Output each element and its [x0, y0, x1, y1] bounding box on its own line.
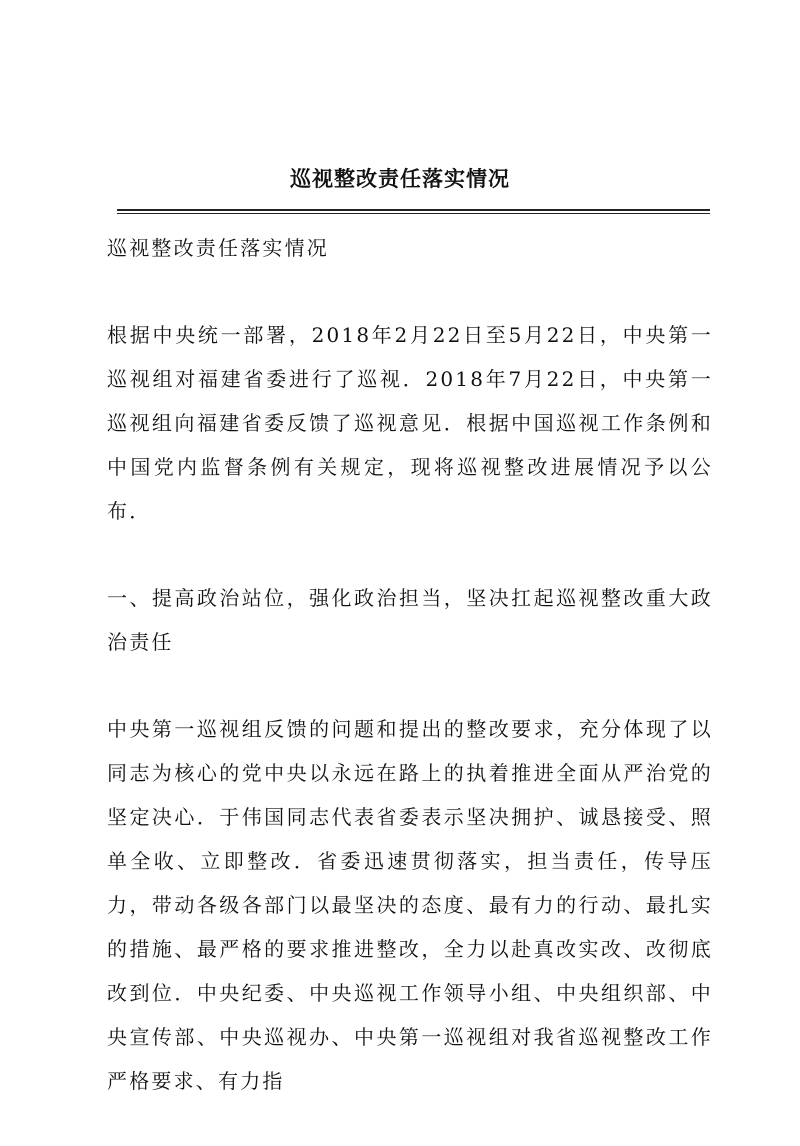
section-heading-1: 一、提高政治站位，强化政治担当，坚决扛起巡视整改重大政治责任: [107, 586, 713, 654]
title-divider: [117, 209, 710, 214]
document-body: [107, 226, 713, 1146]
document-subtitle: 巡视整改责任落实情况: [107, 236, 329, 260]
document-title: 巡视整改责任落实情况: [290, 166, 510, 191]
paragraph-intro: 根据中央统一部署，2018年2月22日至5月22日，中央第一巡视组对福建省委进行了巡视．2018年7月22日，中央第一巡视组向福建省委反馈了巡视意见．根据中国巡视工作条例和中国党内监督条例有关规定，现将巡视整改进展情况予以公布．: [107, 323, 713, 523]
paragraph-section-1: 中央第一巡视组反馈的问题和提出的整改要求，充分体现了以同志为核心的党中央以永远在路上的执着推进全面从严治党的坚定决心．于伟国同志代表省委表示坚决拥护、诚恳接受、照单全收、立即整改．省委迅速贯彻落实，担当责任，传导压力，带动各级各部门以最坚决的态度、最有力的行动、最扎实的措施、最严格的要求推进整改，全力以赴真改实改、改彻底改到位．中央纪委、中央巡视工作领导小组、中央组织部、中央宣传部、中央巡视办、中央第一巡视组对我省巡视整改工作严格要求、有力指: [107, 717, 713, 1093]
